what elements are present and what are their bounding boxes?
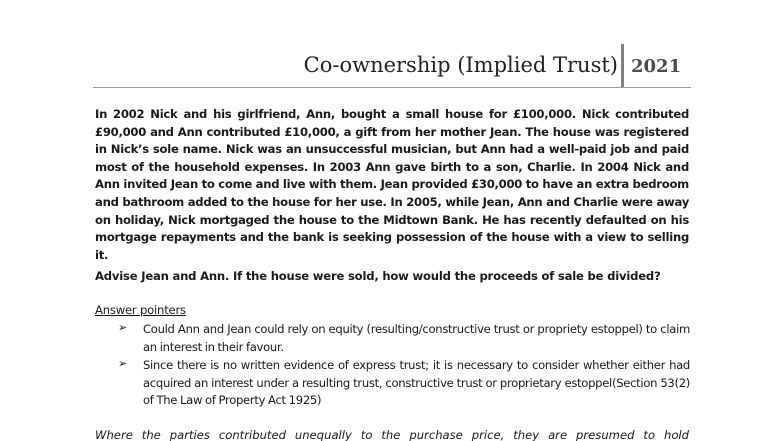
arrow-bullet-icon: ➢ (118, 321, 128, 334)
header-title: Co-ownership (Implied Trust) (303, 53, 618, 77)
header-year: 2021 (631, 56, 682, 77)
answer-bullet-text: Could Ann and Jean could rely on equity (resulting/constructive trust or propriety estoppel) to claim an interest in their favour. (143, 322, 690, 354)
header-rule (93, 87, 691, 88)
answer-heading: Answer pointers (95, 303, 186, 317)
header-divider (621, 44, 624, 88)
page-header (0, 44, 784, 88)
answer-bullet-text: Since there is no written evidence of express trust; it is necessary to consider whether either had acquired an interest under a resulting trust, constructive trust or proprietary estoppel(Section 53(2) of The Law of Property Act 1925) (143, 358, 690, 408)
facts-section (95, 106, 689, 264)
facts-paragraph: In 2002 Nick and his girlfriend, Ann, bought a small house for £100,000. Nick contributed £90,000 and Ann contributed £10,000, a gift from her mother Jean. The house was registered in Nick’s sole name. Nick was an unsuccessful musician, but Ann had a well-paid job and paid most of the household expenses. In 2003 Ann gave birth to a son, Charlie. In 2004 Nick and Ann invited Jean to come and live with them. Jean provided £30,000 to have an extra bedroom and bathroom added to the house for her use. In 2005, while Jean, Ann and Charlie were away on holiday, Nick mortgaged the house to the Midtown Bank. He has recently defaulted on his mortgage repayments and the bank is seeking possession of the house with a view to selling it. (95, 107, 689, 262)
italic-paragraph-start: Where the parties contributed unequally to the purchase price, they are presumed to hold (95, 428, 689, 441)
arrow-bullet-icon: ➢ (118, 357, 128, 370)
question-text: Advise Jean and Ann. If the house were sold, how would the proceeds of sale be divided? (95, 269, 661, 283)
